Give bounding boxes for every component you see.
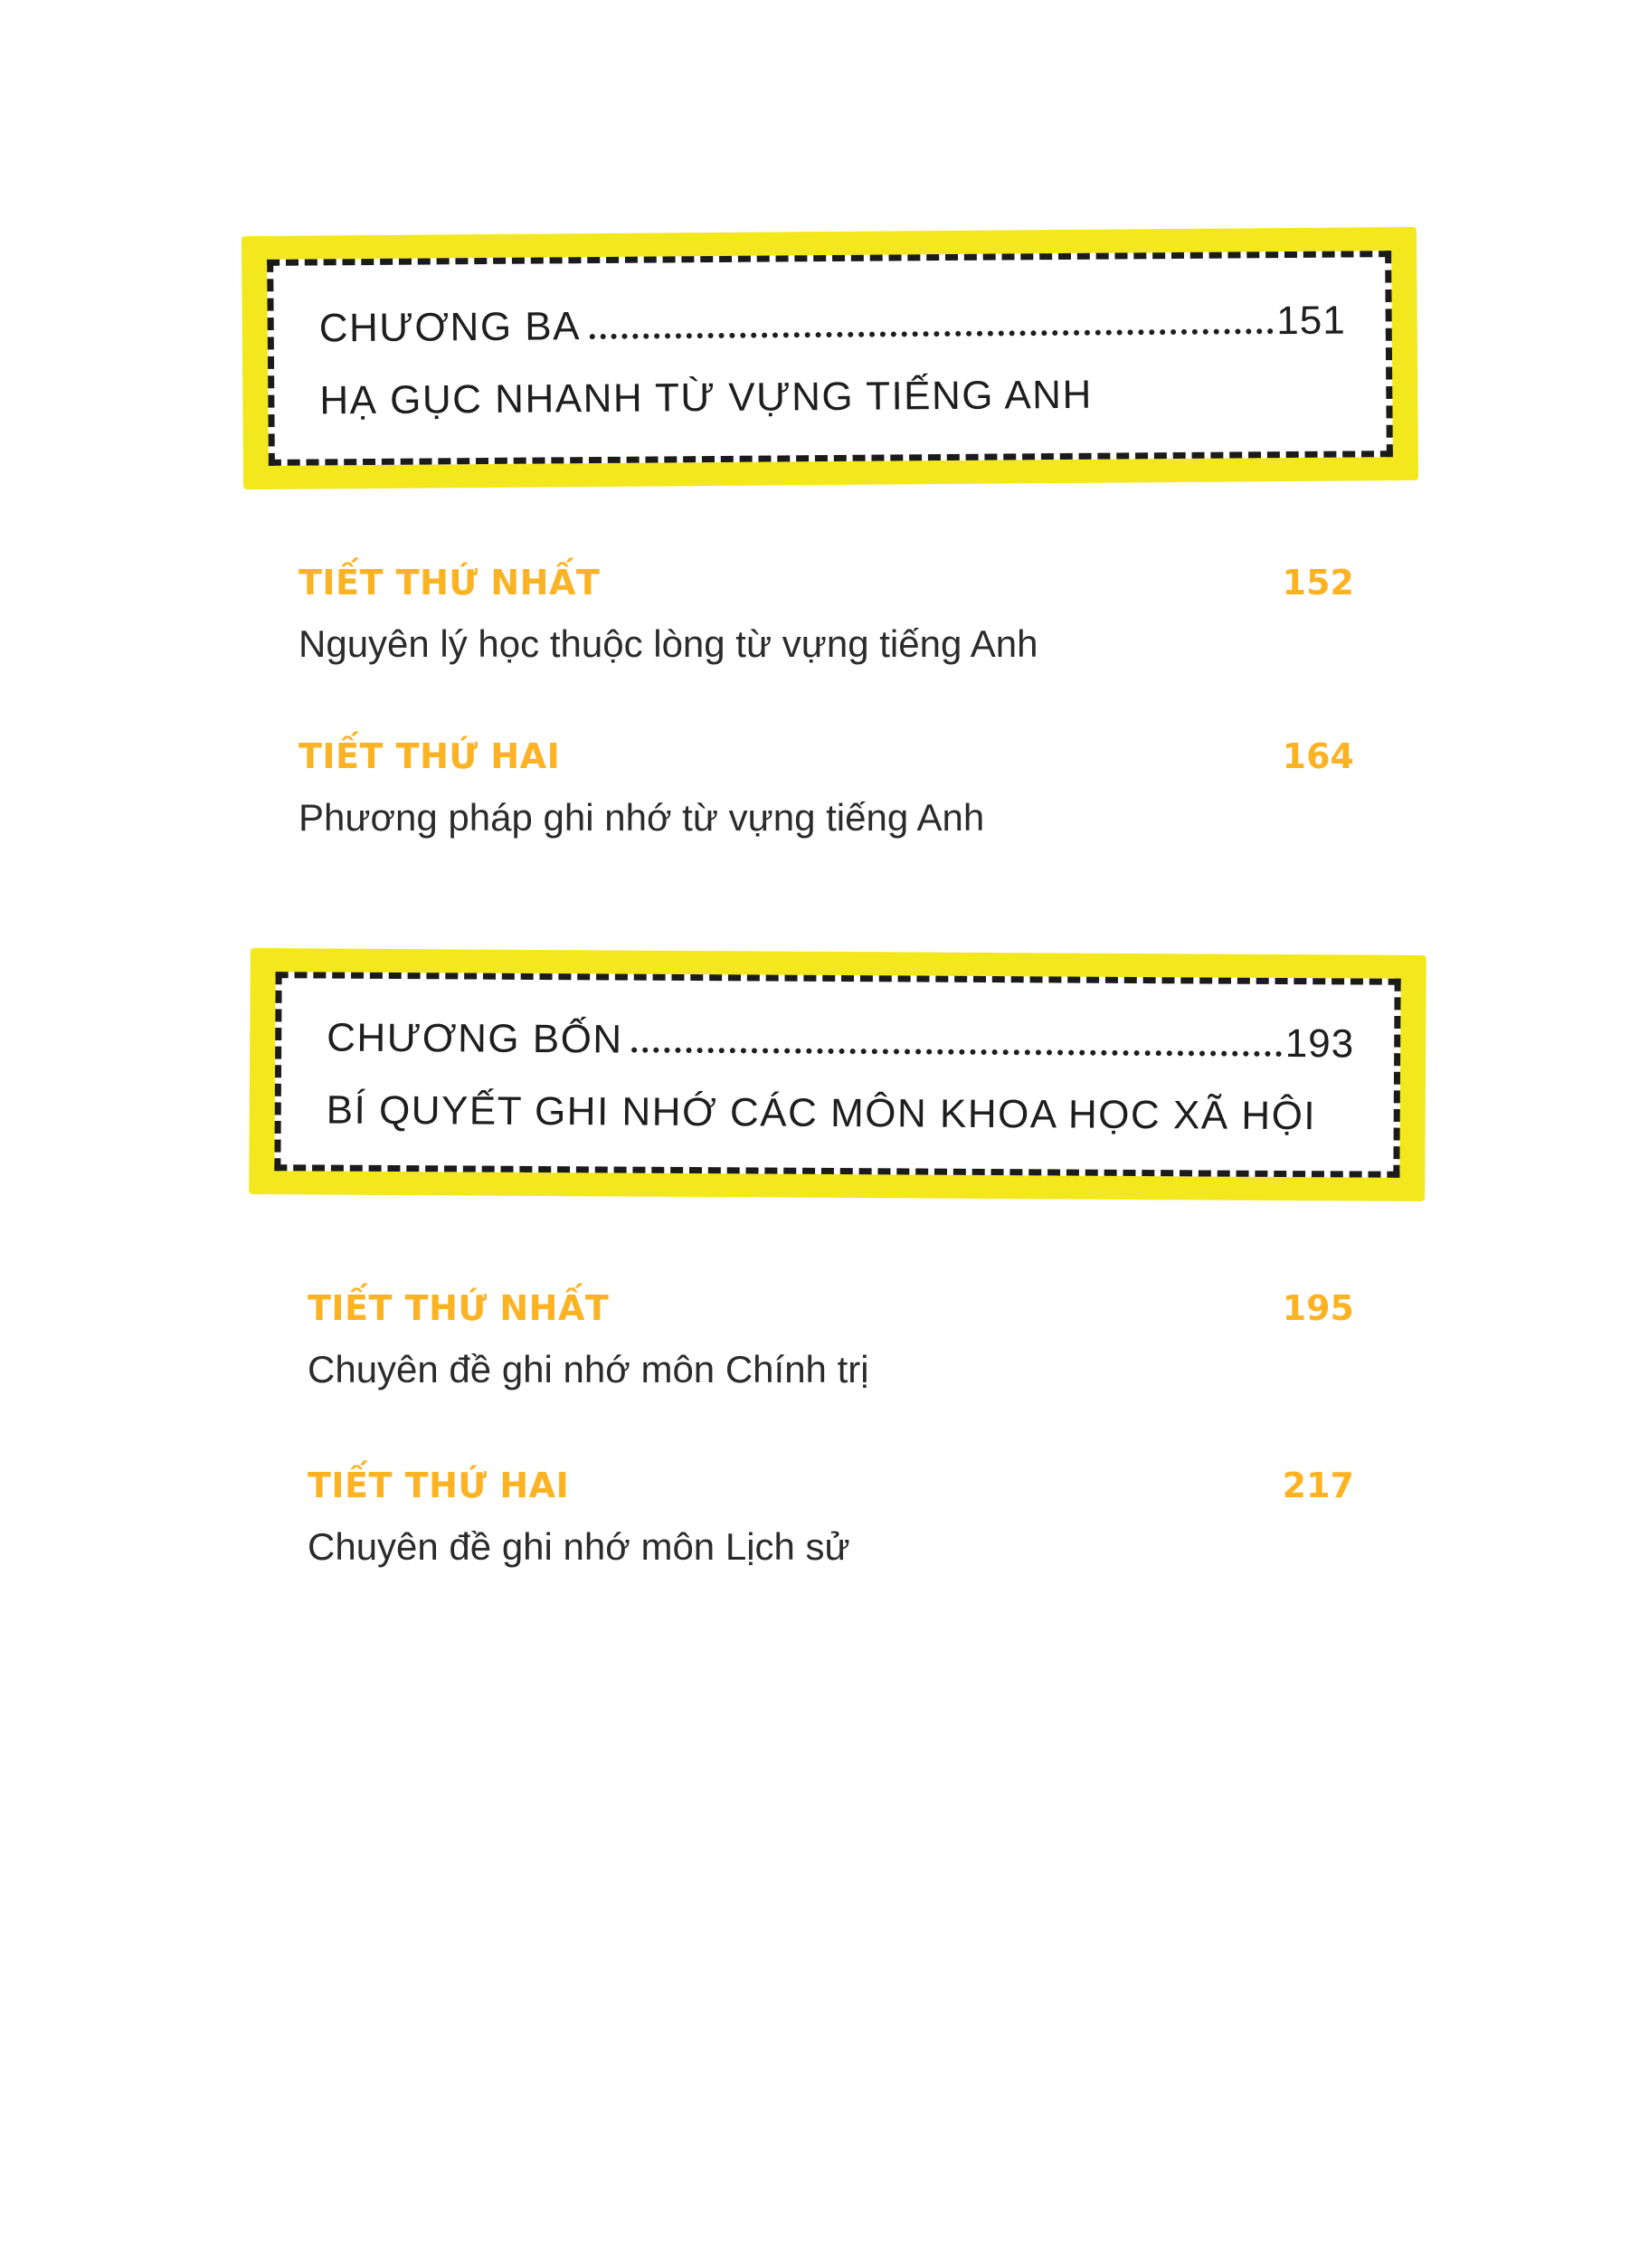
chapter-3-page-number: 151 [1276, 298, 1346, 344]
toc-entry-ch4-section-1 [308, 1288, 1354, 1391]
chapter-box-3-inner [267, 251, 1393, 466]
section-heading: TIẾT THỨ HAI [299, 736, 561, 776]
section-head [299, 736, 1354, 776]
section-heading: TIẾT THỨ NHẤT [308, 1288, 610, 1328]
chapter-box-4-inner [274, 972, 1400, 1178]
chapter-3-title-row [319, 299, 1346, 352]
section-page-number: 152 [1282, 563, 1354, 603]
section-head [308, 1288, 1354, 1328]
chapter-3-label: CHƯƠNG BA [318, 304, 582, 351]
section-head [299, 563, 1354, 603]
chapter-3-subtitle: HẠ GỤC NHANH TỪ VỰNG TIẾNG ANH [319, 372, 1093, 423]
dot-leader [632, 1048, 1282, 1057]
toc-entry-ch4-section-2 [308, 1466, 1354, 1569]
section-heading: TIẾT THỨ HAI [308, 1466, 570, 1505]
chapter-4-subtitle: BÍ QUYẾT GHI NHỚ CÁC MÔN KHOA HỌC XÃ HỘI [326, 1087, 1317, 1139]
dot-leader [590, 328, 1273, 339]
section-page-number: 195 [1282, 1288, 1354, 1328]
chapter-4-page-number: 193 [1284, 1021, 1355, 1067]
section-subtitle: Chuyên đề ghi nhớ môn Chính trị [308, 1348, 869, 1390]
section-heading: TIẾT THỨ NHẤT [299, 563, 601, 603]
section-subtitle: Nguyên lý học thuộc lòng từ vựng tiếng Anh [299, 622, 1038, 665]
chapter-box-4 [249, 948, 1426, 1201]
section-head [308, 1466, 1354, 1505]
section-page-number: 217 [1282, 1466, 1354, 1505]
section-subtitle: Chuyên đề ghi nhớ môn Lịch sử [308, 1525, 850, 1568]
chapter-4-title-row [327, 1016, 1354, 1068]
chapter-4-label: CHƯƠNG BỐN [327, 1015, 623, 1062]
section-page-number: 164 [1282, 736, 1354, 776]
toc-entry-ch3-section-2 [299, 736, 1354, 840]
section-subtitle: Phương pháp ghi nhớ từ vựng tiếng Anh [299, 796, 985, 839]
toc-entry-ch3-section-1 [299, 563, 1354, 666]
chapter-box-3 [242, 227, 1418, 489]
